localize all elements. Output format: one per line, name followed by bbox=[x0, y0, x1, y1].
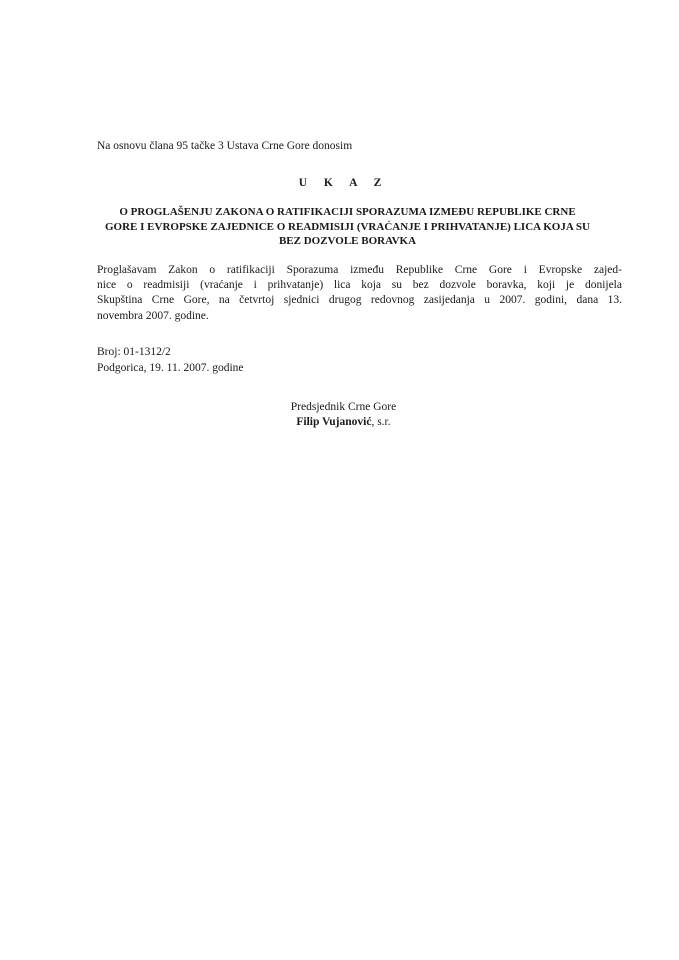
law-title-line: O PROGLAŠENJU ZAKONA O RATIFIKACIJI SPORAZUMA IZMEĐU REPUBLIKE CRNE bbox=[119, 206, 576, 218]
body-line: novembra 2007. godine. bbox=[97, 309, 209, 322]
decree-body bbox=[97, 263, 622, 324]
place-date: Podgorica, 19. 11. 2007. godine bbox=[97, 362, 244, 374]
signer-title: Predsjednik Crne Gore bbox=[290, 401, 397, 413]
document-number: Broj: 01-1312/2 bbox=[97, 346, 171, 358]
signer-suffix: , s.r. bbox=[371, 416, 391, 428]
body-line: Proglašavam Zakon o ratifikaciji Sporazuma između Republike Crne Gore i Evropske zajed- bbox=[97, 264, 622, 276]
signer-line bbox=[8, 415, 679, 430]
law-title bbox=[70, 205, 625, 249]
body-line: Skupština Crne Gore, na četvrtoj sjednici drugog redovnog zasijedanja u 2007. godini, dana 13. bbox=[97, 294, 622, 307]
law-title-line: BEZ DOZVOLE BORAVKA bbox=[278, 235, 417, 247]
decree-meta bbox=[97, 344, 244, 376]
signature-block bbox=[0, 400, 679, 430]
decree-heading: U K A Z bbox=[298, 177, 389, 189]
law-title-line: GORE I EVROPSKE ZAJEDNICE O READMISIJI (VRAĆANJE I PRIHVATANJE) LICA KOJA SU bbox=[105, 220, 590, 233]
intro-text: Na osnovu člana 95 tačke 3 Ustava Crne Gore donosim bbox=[97, 140, 353, 152]
body-line: nice o readmisiji (vraćanje i prihvatanje) lica koja su bez dozvole boravka, koji je donijela bbox=[97, 279, 622, 292]
signer-name: Filip Vujanović bbox=[296, 416, 372, 428]
